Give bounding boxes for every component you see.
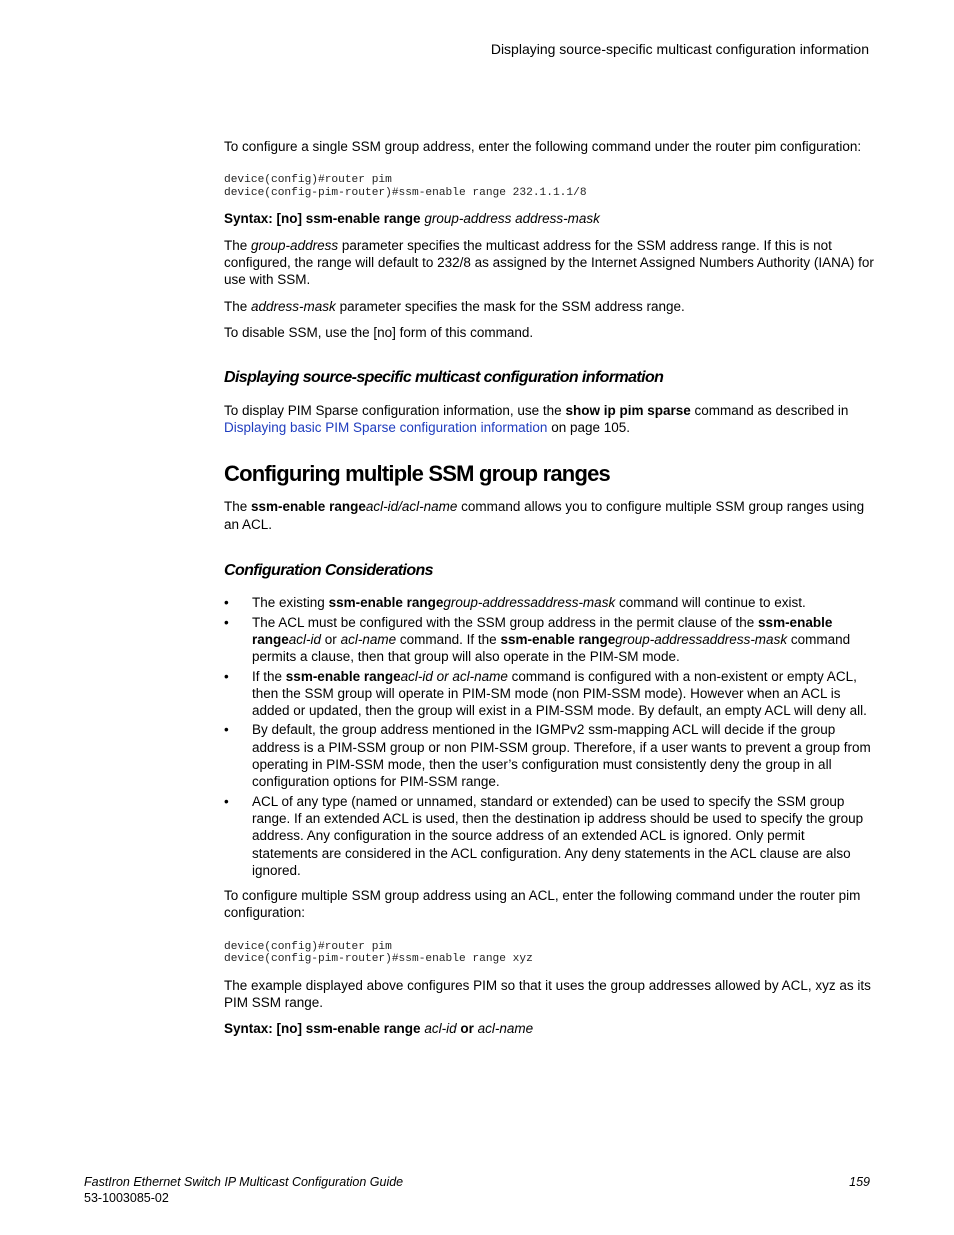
footer-doc-number: 53-1003085-02 <box>84 1191 169 1205</box>
syntax-params: acl-name <box>477 1021 534 1037</box>
param-term: acl-id/acl-name <box>365 499 458 515</box>
intro-paragraph: To configure a single SSM group address, enter the following command under the router pim configuration: <box>224 139 862 154</box>
code-line: device(config-pim-router)#ssm-enable range xyz <box>224 953 533 966</box>
text-run: command allows you to configure multiple SSM group ranges using an ACL. <box>224 499 865 532</box>
text-run: The <box>224 499 248 515</box>
list-item <box>224 721 874 790</box>
param-term: acl-name <box>340 631 397 647</box>
syntax-line <box>224 1020 874 1037</box>
acl-config-paragraph: To configure multiple SSM group address using an ACL, enter the following command under the router pim configuration: <box>224 888 861 921</box>
list-item <box>224 594 874 611</box>
param-term: group-addressaddress-mask <box>443 595 616 611</box>
text-run: If the <box>252 668 283 684</box>
text-run: The <box>224 298 248 314</box>
bullet-glyph: • <box>224 793 229 809</box>
bullet-glyph: • <box>224 722 229 738</box>
param-term: acl-id or acl-name <box>400 668 508 684</box>
syntax-keyword: Syntax: [no] ssm-enable range <box>224 211 421 227</box>
text-run: The existing <box>252 595 325 611</box>
text-run: on page 105. <box>551 419 631 435</box>
section-heading-multiple: Configuring multiple SSM group ranges <box>224 461 610 487</box>
bullet-glyph: • <box>224 595 229 611</box>
text-run: command will continue to exist. <box>618 595 806 611</box>
text-run: The ACL must be configured with the SSM group address in the permit clause of the <box>252 614 755 630</box>
text-run: parameter specifies the mask for the SSM address range. <box>339 298 685 314</box>
syntax-keyword: or <box>460 1021 474 1037</box>
text-run: ACL of any type (named or unnamed, standard or extended) can be used to specify the SSM group range. If an extended ACL is used, then the destination ip address should be used to specify the group address. Any configuration in the source address of an extended ACL is ignored. Only permit statements are considered in the ACL configuration. Any deny statements in the ACL clause are also ignored. <box>252 793 864 878</box>
list-item <box>224 668 874 720</box>
running-header: Displaying source-specific multicast configuration information <box>490 41 869 57</box>
text-run: or <box>324 631 337 647</box>
command-term: ssm-enable range <box>500 631 616 647</box>
text-run: command is configured with a non-existent or empty ACL, then the SSM group will operate in PIM-SM mode (non PIM-SSM mode). However when an ACL is added or updated, then the group will exist in a PIM-SSM mode. By default, an empty ACL will deny all. <box>252 668 867 719</box>
text-run: command permits a clause, then that group will also operate in the PIM-SM mode. <box>252 631 851 665</box>
param-term: group-addressaddress-mask <box>615 631 788 647</box>
syntax-keyword: Syntax: [no] ssm-enable range <box>224 1021 421 1037</box>
code-block-acl <box>224 941 874 966</box>
code-line: device(config)#router pim <box>224 174 392 187</box>
command-term: ssm-enable range <box>328 595 444 611</box>
considerations-list <box>224 594 874 879</box>
cross-reference-link[interactable]: Displaying basic PIM Sparse configuration information <box>224 419 548 435</box>
syntax-params: acl-id <box>424 1021 457 1037</box>
section-heading-considerations: Configuration Considerations <box>224 562 433 580</box>
text-run: command. If the <box>399 631 497 647</box>
disable-paragraph: To disable SSM, use the [no] form of this command. <box>224 324 534 340</box>
code-line: device(config)#router pim <box>224 940 392 953</box>
text-run: parameter specifies the multicast address for the SSM address range. If this is not configured, the range will default to 232/8 as assigned by the Internet Assigned Numbers Authority (IANA) for use with SSM. <box>224 237 874 288</box>
text-run: By default, the group address mentioned in the IGMPv2 ssm-mapping ACL will decide if the group address is a PIM-SSM group or non PIM-SSM group. Therefore, if a user wants to prevent a group from operating in PIM-SSM mode, then the user’s configuration must consistently deny the group in all configuration options for PIM-SSM range. <box>252 722 871 790</box>
code-line: device(config-pim-router)#ssm-enable range 232.1.1.1/8 <box>224 186 587 199</box>
multiple-intro-paragraph <box>224 498 874 533</box>
text-run: The <box>224 237 248 253</box>
address-mask-paragraph <box>224 298 874 315</box>
list-item <box>224 793 874 879</box>
page-footer <box>84 1174 870 1206</box>
param-term: address-mask <box>251 298 336 314</box>
bullet-glyph: • <box>224 668 229 684</box>
bullet-glyph: • <box>224 614 229 630</box>
text-run: To display PIM Sparse configuration information, use the <box>224 402 562 418</box>
command-term: ssm-enable range <box>285 668 401 684</box>
section-heading-display: Displaying source-specific multicast configuration information <box>224 369 664 387</box>
code-block-single-ssm <box>224 174 874 199</box>
command-term: ssm-enable range <box>252 614 833 647</box>
command-term: ssm-enable range <box>251 499 366 515</box>
example-paragraph: The example displayed above configures PIM so that it uses the group addresses allowed by ACL, xyz as its PIM SSM range. <box>224 977 871 1011</box>
page-content <box>224 138 874 1038</box>
text-run: command as described in <box>694 402 849 418</box>
display-paragraph <box>224 402 874 437</box>
group-address-paragraph <box>224 237 874 289</box>
param-term: group-address <box>251 237 339 253</box>
syntax-line <box>224 210 874 227</box>
param-term: acl-id <box>288 631 322 647</box>
footer-guide-title: FastIron Ethernet Switch IP Multicast Configuration Guide <box>84 1175 404 1189</box>
list-item <box>224 614 874 666</box>
footer-page-number: 159 <box>849 1175 870 1189</box>
command-term: show ip pim sparse <box>565 402 691 418</box>
syntax-params: group-address address-mask <box>424 211 600 227</box>
